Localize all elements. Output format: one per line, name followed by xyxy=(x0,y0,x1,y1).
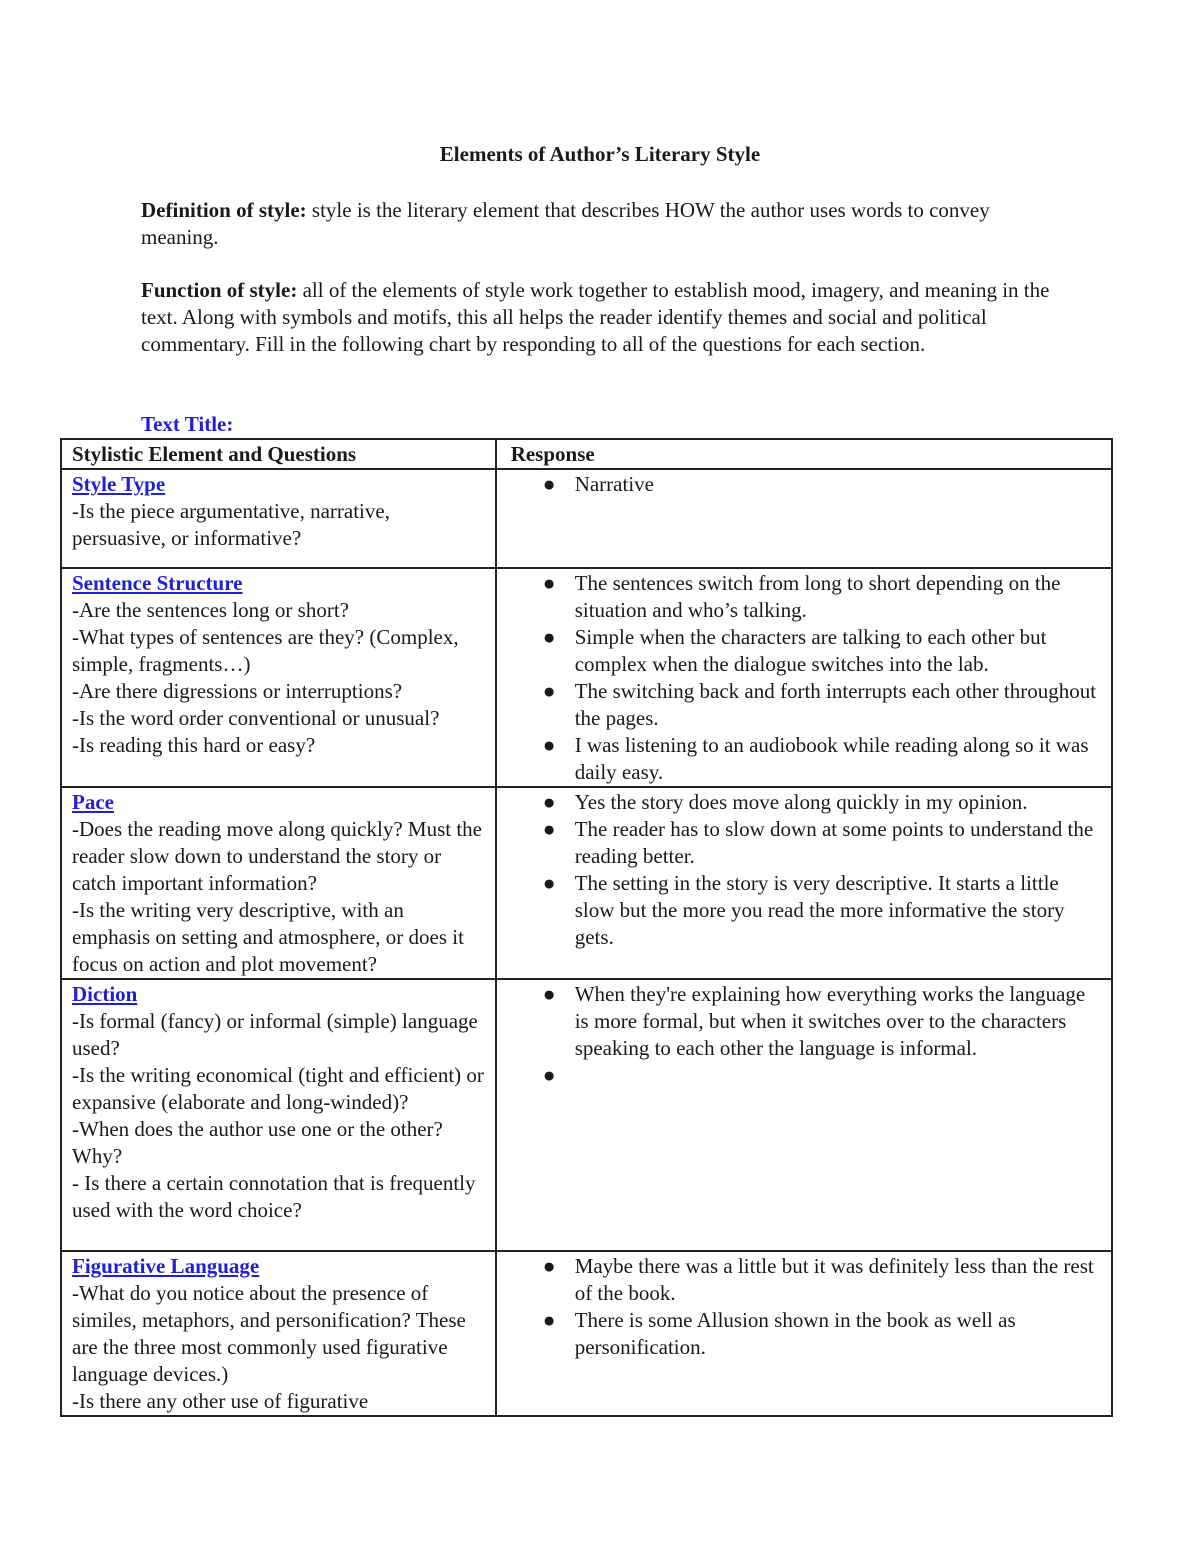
definition-text: style is the literary element that describes HOW the author uses words to convey meaning. xyxy=(141,198,990,249)
sentence-structure-link[interactable]: Sentence Structure xyxy=(72,571,243,595)
bullet-icon: ● xyxy=(542,790,556,814)
question-text: -Is the piece argumentative, narrative, persuasive, or informative? xyxy=(72,499,390,550)
response-cell[interactable] xyxy=(496,469,1112,568)
bullet-icon: ● xyxy=(542,472,556,496)
question-text: -Is there any other use of figurative xyxy=(72,1389,369,1413)
bullet-icon: ● xyxy=(542,1063,556,1087)
header-element-questions: Stylistic Element and Questions xyxy=(61,439,496,469)
question-text: -What types of sentences are they? (Complex, simple, fragments…) xyxy=(72,625,459,676)
response-item: ● There is some Allusion shown in the book as well as personification. xyxy=(542,1308,1016,1359)
response-cell[interactable] xyxy=(496,568,1112,787)
bullet-icon: ● xyxy=(542,871,556,895)
table-row xyxy=(61,979,1112,1251)
element-questions-cell xyxy=(61,568,496,787)
definition-paragraph xyxy=(141,197,1071,251)
response-item: ● Maybe there was a little but it was definitely less than the rest of the book. xyxy=(542,1254,1094,1305)
bullet-icon: ● xyxy=(542,982,556,1006)
question-text: -Is the writing economical (tight and efficient) or expansive (elaborate and long-winded)? xyxy=(72,1063,484,1114)
style-chart-table xyxy=(60,438,1113,1417)
page-title: Elements of Author’s Literary Style xyxy=(439,142,761,166)
function-text: all of the elements of style work together to establish mood, imagery, and meaning in the text. Along with symbols and motifs, this all helps the reader identify themes and social and political commentary. Fill in the following chart by responding to all of the questions for each section. xyxy=(141,278,1050,356)
function-label: Function of style: xyxy=(141,278,298,302)
table-row xyxy=(61,568,1112,787)
header-response: Response xyxy=(496,439,1112,469)
response-cell[interactable] xyxy=(496,787,1112,979)
table-row xyxy=(61,1251,1112,1416)
element-questions-cell xyxy=(61,1251,496,1416)
question-text: -Are there digressions or interruptions? xyxy=(72,679,403,703)
bullet-icon: ● xyxy=(542,679,556,703)
style-type-link[interactable]: Style Type xyxy=(72,472,166,496)
response-item: ● Narrative xyxy=(542,472,654,496)
element-questions-cell xyxy=(61,469,496,568)
pace-link[interactable]: Pace xyxy=(72,790,114,814)
bullet-icon: ● xyxy=(542,625,556,649)
bullet-icon: ● xyxy=(542,571,556,595)
question-text: -Are the sentences long or short? xyxy=(72,598,349,622)
question-text: -Is reading this hard or easy? xyxy=(72,733,316,757)
figurative-language-link[interactable]: Figurative Language xyxy=(72,1254,260,1278)
response-item-empty[interactable] xyxy=(511,1062,1101,1089)
bullet-icon: ● xyxy=(542,1254,556,1278)
question-text: -Does the reading move along quickly? Must the reader slow down to understand the story or catch important information? xyxy=(72,817,482,895)
response-cell[interactable] xyxy=(496,1251,1112,1416)
question-text: -When does the author use one or the other? Why? xyxy=(72,1117,443,1168)
table-header-row xyxy=(61,439,1112,469)
question-text: -What do you notice about the presence of similes, metaphors, and personification? These are the three most commonly used figurative language devices.) xyxy=(72,1281,466,1386)
text-title-label: Text Title: xyxy=(141,412,234,436)
bullet-icon: ● xyxy=(542,817,556,841)
response-item: ● The setting in the story is very descriptive. It starts a little slow but the more you read the more informative the story gets. xyxy=(542,871,1065,949)
diction-link[interactable]: Diction xyxy=(72,982,138,1006)
response-item: ● I was listening to an audiobook while reading along so it was daily easy. xyxy=(542,733,1089,784)
response-item: ● Simple when the characters are talking to each other but complex when the dialogue switches into the lab. xyxy=(542,625,1047,676)
response-item: ● The sentences switch from long to short depending on the situation and who’s talking. xyxy=(542,571,1061,622)
response-item: ● The switching back and forth interrupts each other throughout the pages. xyxy=(542,679,1097,730)
definition-label: Definition of style: xyxy=(141,198,307,222)
function-paragraph xyxy=(141,277,1071,358)
table-row xyxy=(61,787,1112,979)
bullet-icon: ● xyxy=(542,1308,556,1332)
element-questions-cell xyxy=(61,787,496,979)
question-text: -Is the word order conventional or unusual? xyxy=(72,706,440,730)
bullet-icon: ● xyxy=(542,733,556,757)
table-row xyxy=(61,469,1112,568)
response-item: ● The reader has to slow down at some points to understand the reading better. xyxy=(542,817,1094,868)
question-text: -Is formal (fancy) or informal (simple) language used? xyxy=(72,1009,478,1060)
question-text: -Is the writing very descriptive, with an emphasis on setting and atmosphere, or does it focus on action and plot movement? xyxy=(72,898,464,976)
response-item: ● Yes the story does move along quickly in my opinion. xyxy=(542,790,1028,814)
response-cell[interactable] xyxy=(496,979,1112,1251)
element-questions-cell xyxy=(61,979,496,1251)
response-item: ● When they're explaining how everything works the language is more formal, but when it switches over to the characters speaking to each other the language is informal. xyxy=(542,982,1086,1060)
question-text: - Is there a certain connotation that is frequently used with the word choice? xyxy=(72,1171,476,1222)
